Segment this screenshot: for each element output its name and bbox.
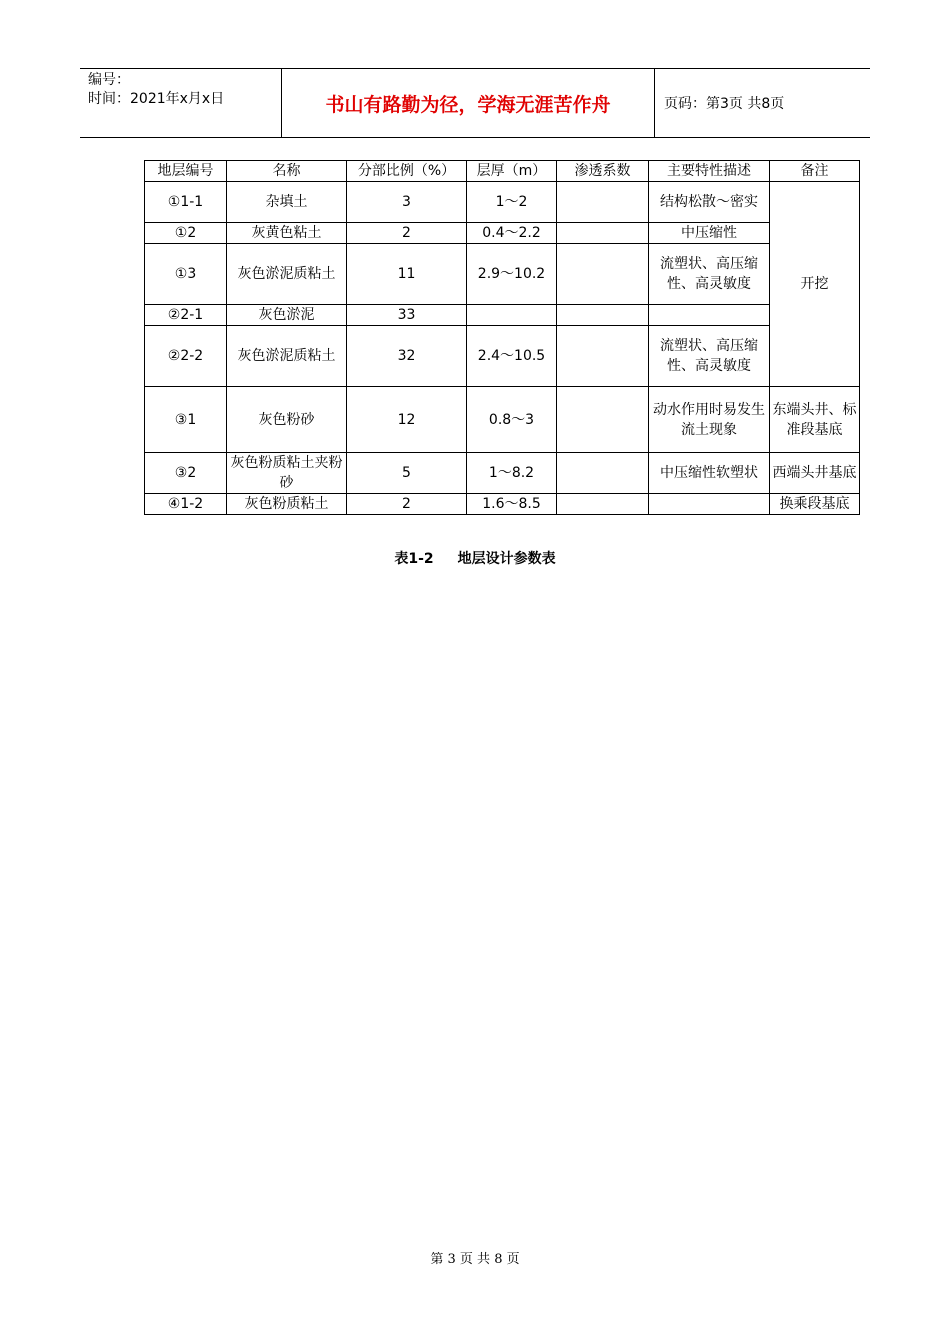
cell-id: ③1	[145, 387, 227, 453]
table-row	[145, 453, 860, 494]
cell-name: 灰色淤泥	[227, 305, 347, 326]
cell-id: ②2-1	[145, 305, 227, 326]
cell-name: 杂填土	[227, 182, 347, 223]
cell-thickness: 1～8.2	[467, 453, 557, 494]
time-label: 时间：2021年x月x日	[88, 91, 225, 107]
col-header-note: 备注	[770, 161, 860, 182]
col-header-description: 主要特性描述	[649, 161, 770, 182]
cell-name: 灰色粉质粘土夹粉砂	[227, 453, 347, 494]
cell-id: ①1-1	[145, 182, 227, 223]
cell-name: 灰色粉砂	[227, 387, 347, 453]
header-page-info: 页码：第3页 共8页	[664, 96, 785, 112]
header-meta	[80, 69, 282, 137]
caption-title: 地层设计参数表	[457, 551, 556, 567]
cell-thickness: 2.4～10.5	[467, 326, 557, 387]
cell-thickness: 1.6～8.5	[467, 494, 557, 515]
cell-description: 中压缩性软塑状	[649, 453, 770, 494]
col-header-permeability: 渗透系数	[557, 161, 649, 182]
caption-number: 表1-2	[394, 551, 434, 567]
cell-description: 流塑状、高压缩性、高灵敏度	[649, 244, 770, 305]
cell-note: 西端头井基底	[770, 453, 860, 494]
cell-ratio: 2	[347, 494, 467, 515]
cell-name: 灰色淤泥质粘土	[227, 326, 347, 387]
cell-id: ①3	[145, 244, 227, 305]
cell-permeability	[557, 326, 649, 387]
cell-description	[649, 494, 770, 515]
page-footer: 第 3 页 共 8 页	[430, 1252, 520, 1267]
col-header-thickness: 层厚（m）	[467, 161, 557, 182]
cell-permeability	[557, 305, 649, 326]
table-row	[145, 494, 860, 515]
cell-thickness: 0.4～2.2	[467, 223, 557, 244]
cell-note: 东端头井、标准段基底	[770, 387, 860, 453]
cell-permeability	[557, 387, 649, 453]
cell-permeability	[557, 182, 649, 223]
col-header-ratio: 分部比例（%）	[347, 161, 467, 182]
cell-thickness	[467, 305, 557, 326]
cell-permeability	[557, 244, 649, 305]
col-header-name: 名称	[227, 161, 347, 182]
header-motto: 书山有路勤为径，学海无涯苦作舟	[282, 69, 655, 137]
table-row	[145, 182, 860, 223]
cell-ratio: 3	[347, 182, 467, 223]
cell-name: 灰色粉质粘土	[227, 494, 347, 515]
cell-ratio: 2	[347, 223, 467, 244]
cell-id: ③2	[145, 453, 227, 494]
cell-description: 结构松散～密实	[649, 182, 770, 223]
cell-name: 灰黄色粘土	[227, 223, 347, 244]
code-label: 编号：	[88, 72, 130, 88]
cell-ratio: 33	[347, 305, 467, 326]
cell-id: ①2	[145, 223, 227, 244]
cell-id: ②2-2	[145, 326, 227, 387]
cell-ratio: 12	[347, 387, 467, 453]
cell-note-merged: 开挖	[770, 182, 860, 387]
table-header-row	[145, 161, 860, 182]
strata-table	[144, 160, 860, 515]
cell-permeability	[557, 453, 649, 494]
table-row	[145, 305, 860, 326]
cell-description: 动水作用时易发生流土现象	[649, 387, 770, 453]
table-row	[145, 387, 860, 453]
cell-ratio: 32	[347, 326, 467, 387]
cell-description: 流塑状、高压缩性、高灵敏度	[649, 326, 770, 387]
cell-description	[649, 305, 770, 326]
cell-description: 中压缩性	[649, 223, 770, 244]
cell-ratio: 11	[347, 244, 467, 305]
table-row	[145, 244, 860, 305]
table-caption	[0, 548, 950, 568]
cell-ratio: 5	[347, 453, 467, 494]
page-header	[80, 68, 870, 138]
cell-permeability	[557, 223, 649, 244]
cell-note: 换乘段基底	[770, 494, 860, 515]
cell-name: 灰色淤泥质粘土	[227, 244, 347, 305]
cell-thickness: 2.9～10.2	[467, 244, 557, 305]
table-row	[145, 223, 860, 244]
col-header-id: 地层编号	[145, 161, 227, 182]
cell-thickness: 1～2	[467, 182, 557, 223]
cell-thickness: 0.8～3	[467, 387, 557, 453]
cell-id: ④1-2	[145, 494, 227, 515]
table-row	[145, 326, 860, 387]
cell-permeability	[557, 494, 649, 515]
